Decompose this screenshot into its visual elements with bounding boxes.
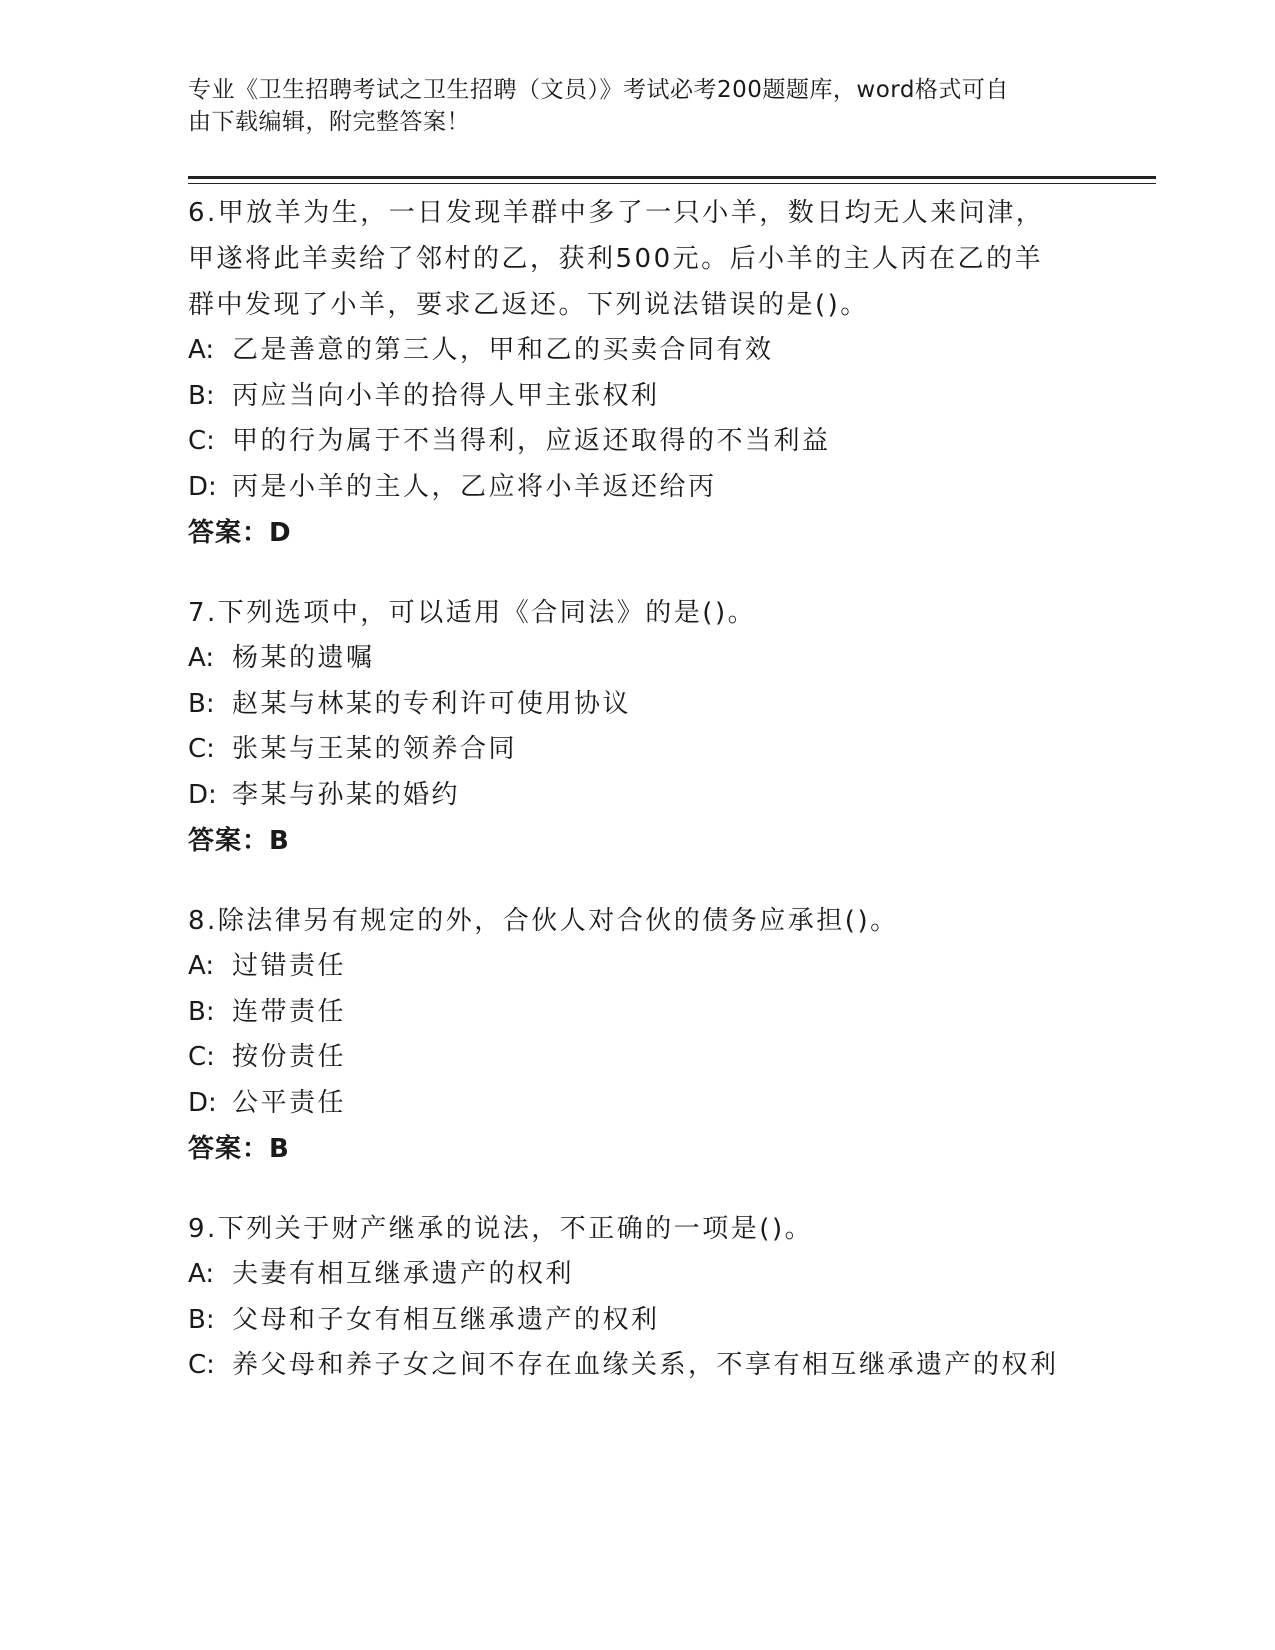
question-stem-line: 7.下列选项中，可以适用《合同法》的是()。 bbox=[188, 598, 757, 628]
option-text: 过错责任 bbox=[232, 951, 347, 981]
answer-option bbox=[188, 636, 1108, 682]
question-stem-line: 8.除法律另有规定的外，合伙人对合伙的债务应承担()。 bbox=[188, 906, 899, 936]
option-key: A: bbox=[188, 643, 215, 673]
option-text: 公平责任 bbox=[232, 1087, 347, 1118]
answer-option bbox=[188, 727, 1108, 773]
option-text: 赵某与林某的专利许可使用协议 bbox=[232, 688, 632, 719]
option-text: 李某与孙某的婚约 bbox=[232, 779, 461, 810]
answer-option bbox=[188, 773, 1108, 819]
answer-option bbox=[188, 1035, 1108, 1081]
question-stem-line: 甲遂将此羊卖给了邻村的乙，获利500元。后小羊的主人丙在乙的羊 bbox=[188, 244, 1044, 274]
option-text: 父母和子女有相互继承遗产的权利 bbox=[232, 1304, 660, 1335]
answer-option bbox=[188, 990, 1108, 1036]
option-key: B: bbox=[188, 688, 215, 719]
option-key: B: bbox=[188, 1304, 215, 1335]
answer-line: 答案：B bbox=[188, 1134, 290, 1164]
option-key: A: bbox=[188, 951, 215, 981]
question-block bbox=[188, 190, 1108, 556]
option-text: 按份责任 bbox=[232, 1042, 347, 1072]
option-key: D: bbox=[188, 471, 217, 502]
option-text: 丙是小羊的主人，乙应将小羊返还给丙 bbox=[232, 471, 717, 502]
answer-option bbox=[188, 465, 1108, 511]
option-key: C: bbox=[188, 426, 215, 456]
header-divider-thin bbox=[188, 183, 1156, 184]
header-divider-thick bbox=[188, 176, 1156, 179]
answer-option bbox=[188, 1343, 1108, 1389]
option-key: B: bbox=[188, 380, 215, 411]
option-text: 连带责任 bbox=[232, 996, 347, 1027]
option-text: 夫妻有相互继承遗产的权利 bbox=[232, 1259, 575, 1289]
option-key: C: bbox=[188, 734, 215, 764]
answer-option bbox=[188, 1252, 1108, 1298]
answer-line: 答案：B bbox=[188, 826, 290, 856]
header-line-2: 由下载编辑，附完整答案！ bbox=[188, 109, 470, 135]
question-block bbox=[188, 1206, 1108, 1389]
answer-option bbox=[188, 374, 1108, 420]
option-text: 杨某的遗嘱 bbox=[232, 643, 375, 673]
option-key: A: bbox=[188, 1259, 215, 1289]
answer-option bbox=[188, 682, 1108, 728]
option-key: C: bbox=[188, 1350, 215, 1380]
header-line-1: 专业《卫生招聘考试之卫生招聘（文员）》考试必考200题题库，word格式可自 bbox=[188, 77, 1009, 103]
option-text: 甲的行为属于不当得利，应返还取得的不当利益 bbox=[232, 426, 831, 456]
option-text: 张某与王某的领养合同 bbox=[232, 734, 518, 764]
question-list bbox=[188, 190, 1108, 1423]
page-header bbox=[188, 74, 1068, 138]
question-stem-line: 群中发现了小羊，要求乙返还。下列说法错误的是()。 bbox=[188, 290, 869, 320]
question-stem-line: 6.甲放羊为生，一日发现羊群中多了一只小羊，数日均无人来问津， bbox=[188, 198, 1045, 228]
option-key: D: bbox=[188, 779, 217, 810]
answer-option bbox=[188, 328, 1108, 374]
answer-option bbox=[188, 1298, 1108, 1344]
answer-option bbox=[188, 944, 1108, 990]
option-text: 丙应当向小羊的拾得人甲主张权利 bbox=[232, 380, 660, 411]
answer-line: 答案：D bbox=[188, 518, 292, 548]
question-stem-line: 9.下列关于财产继承的说法，不正确的一项是()。 bbox=[188, 1214, 814, 1244]
option-text: 乙是善意的第三人，甲和乙的买卖合同有效 bbox=[232, 335, 774, 365]
option-key: D: bbox=[188, 1087, 217, 1118]
option-key: C: bbox=[188, 1042, 215, 1072]
option-text: 养父母和养子女之间不存在血缘关系，不享有相互继承遗产的权利 bbox=[232, 1350, 1059, 1380]
answer-option bbox=[188, 1081, 1108, 1127]
question-block bbox=[188, 590, 1108, 864]
option-key: A: bbox=[188, 335, 215, 365]
answer-option bbox=[188, 419, 1108, 465]
question-block bbox=[188, 898, 1108, 1172]
option-key: B: bbox=[188, 996, 215, 1027]
